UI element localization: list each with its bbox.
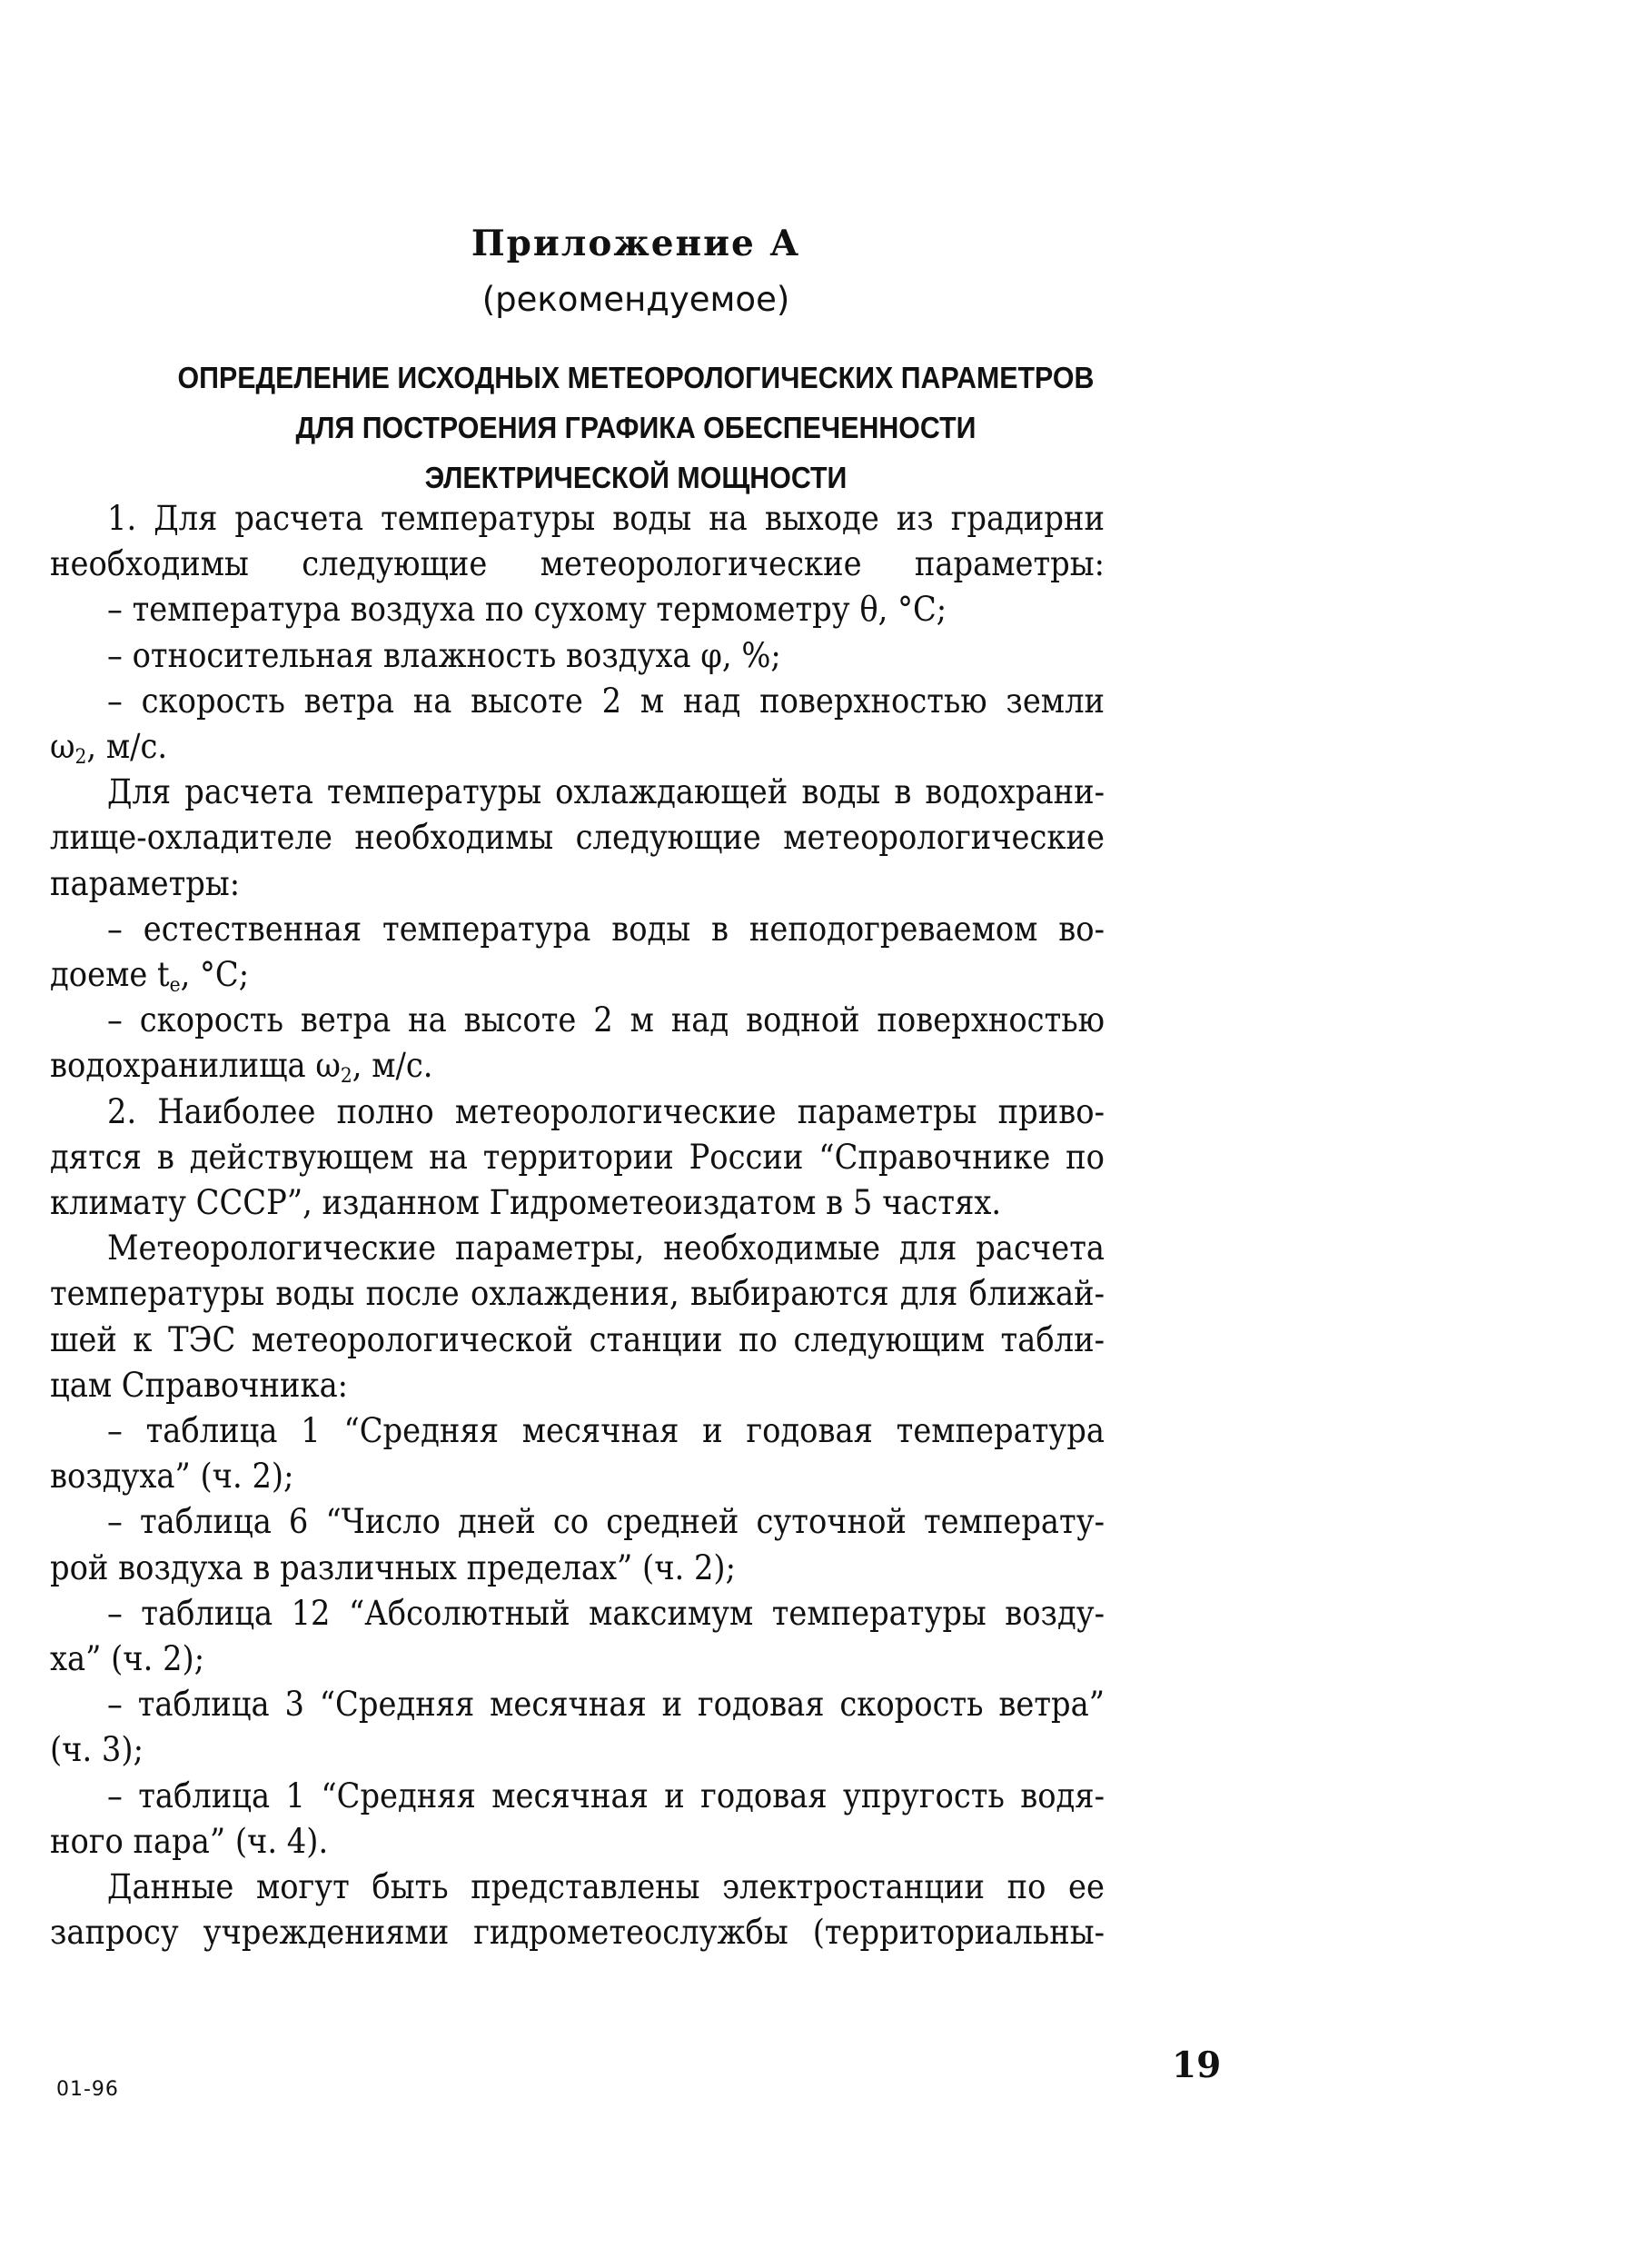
text-line: 2. Наиболее полно метеорологические параметры приво- bbox=[107, 1090, 1105, 1131]
text-line: доеме $t_е$, °С; bbox=[50, 954, 250, 998]
list-item: – относительная влажность воздуха φ, %; bbox=[107, 634, 781, 675]
list-item: – таблица 6 “Число дней со средней суточной температу- bbox=[107, 1501, 1105, 1542]
section-heading bbox=[51, 353, 1221, 502]
text-line: рой воздуха в различных пределах” (ч. 2); bbox=[50, 1547, 736, 1587]
text-line: (ч. 3); bbox=[50, 1729, 144, 1770]
list-item: – скорость ветра на высоте 2 м над водной поверхностью bbox=[107, 1000, 1105, 1040]
appendix-title: Приложение А bbox=[471, 223, 801, 264]
body-text bbox=[50, 495, 1105, 1955]
text-line: климату СССР”, изданном Гидрометеоиздатом в 5 частях. bbox=[50, 1182, 1002, 1223]
heading-line: ЭЛЕКТРИЧЕСКОЙ МОЩНОСТИ bbox=[424, 461, 848, 494]
text-line: ного пара” (ч. 4). bbox=[50, 1820, 329, 1861]
text-line: запросу учреждениями гидрометеослужбы (территориальны- bbox=[50, 1912, 1105, 1953]
text-line: Метеорологические параметры, необходимые для расчета bbox=[107, 1228, 1105, 1268]
heading-line: ДЛЯ ПОСТРОЕНИЯ ГРАФИКА ОБЕСПЕЧЕННОСТИ bbox=[295, 411, 977, 444]
text-line: параметры: bbox=[50, 862, 241, 903]
list-item: – таблица 1 “Средняя месячная и годовая температура bbox=[107, 1410, 1105, 1451]
text-line: дятся в действующем на территории России “Справочнике по bbox=[50, 1136, 1105, 1177]
text-line: необходимы следующие метеорологические параметры: bbox=[50, 543, 1105, 584]
page-number: 19 bbox=[1172, 2044, 1222, 2086]
text-line: $\omega_2$, м/с. bbox=[50, 726, 168, 770]
list-item: – таблица 1 “Средняя месячная и годовая упругость водя- bbox=[107, 1775, 1105, 1815]
heading-line: ОПРЕДЕЛЕНИЕ ИСХОДНЫХ МЕТЕОРОЛОГИЧЕСКИХ ПАРАМЕТРОВ bbox=[177, 361, 1095, 394]
appendix-subtitle: (рекомендуемое) bbox=[481, 280, 790, 319]
text-line: водохранилища $\omega_2$, м/с. bbox=[50, 1045, 433, 1089]
text-line: 1. Для расчета температуры воды на выходе из градирни bbox=[107, 498, 1105, 538]
text-line: Данные могут быть представлены электростанции по ее bbox=[107, 1866, 1105, 1907]
text-line: лище-охладителе необходимы следующие метеорологические bbox=[50, 817, 1105, 858]
text-line: воздуха” (ч. 2); bbox=[50, 1456, 294, 1497]
list-item: – таблица 12 “Абсолютный максимум температуры возду- bbox=[107, 1592, 1105, 1633]
list-item: – естественная температура воды в неподогреваемом во- bbox=[107, 908, 1105, 949]
list-item: – температура воздуха по сухому термометру θ, °С; bbox=[107, 589, 947, 630]
list-item: – скорость ветра на высоте 2 м над поверхностью земли bbox=[107, 680, 1105, 721]
print-code: 01-96 bbox=[56, 2078, 119, 2101]
text-line: Для расчета температуры охлаждающей воды в водохрани- bbox=[107, 771, 1105, 812]
text-line: температуры воды после охлаждения, выбираются для ближай- bbox=[50, 1273, 1105, 1314]
text-line: ха” (ч. 2); bbox=[50, 1638, 205, 1679]
text-line: шей к ТЭС метеорологической станции по следующим табли- bbox=[50, 1318, 1105, 1359]
text-line: цам Справочника: bbox=[50, 1364, 349, 1405]
list-item: – таблица 3 “Средняя месячная и годовая скорость ветра” bbox=[107, 1684, 1105, 1725]
